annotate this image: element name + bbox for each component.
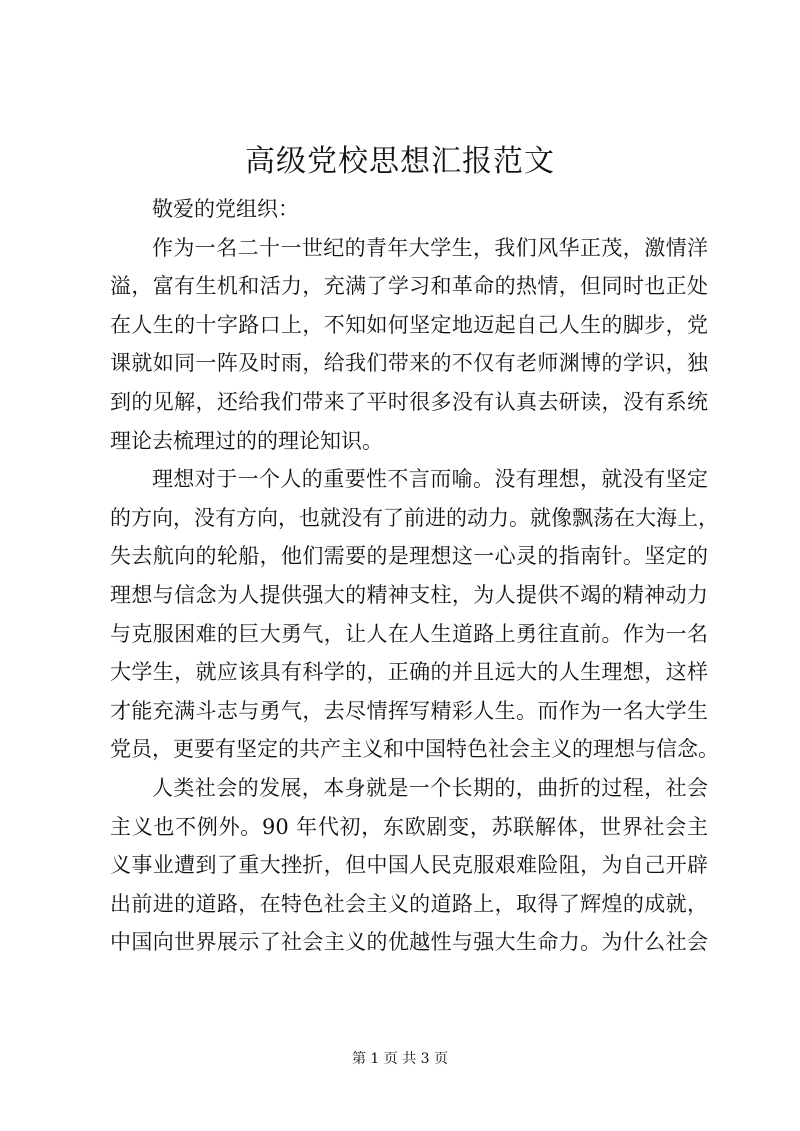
page-footer: 第 1 页 共 3 页 — [351, 1051, 449, 1067]
text-line: 义事业遭到了重大挫折，但中国人民克服艰难险阻，为自己开辟 — [110, 853, 708, 878]
document-title: 高级党校思想汇报范文 — [245, 144, 555, 179]
text-line: 出前进的道路，在特色社会主义的道路上，取得了辉煌的成就， — [110, 891, 708, 916]
text-line: 中国向世界展示了社会主义的优越性与强大生命力。为什么社会 — [110, 930, 708, 955]
paragraph-salutation — [110, 190, 708, 229]
text-line: 的方向，没有方向，也就没有了前进的动力。就像飘荡在大海上， — [110, 505, 719, 530]
text-line: 党员，更要有坚定的共产主义和中国特色社会主义的理想与信念。 — [110, 737, 719, 762]
paragraph — [110, 460, 719, 769]
text-line: 失去航向的轮船，他们需要的是理想这一心灵的指南针。坚定的 — [110, 544, 708, 569]
text-line: 到的见解，还给我们带来了平时很多没有认真去研读，没有系统 — [110, 389, 708, 414]
document-body — [110, 190, 719, 962]
text-line: 课就如同一阵及时雨，给我们带来的不仅有老师渊博的学识，独 — [110, 351, 708, 376]
text-line: 人类社会的发展，本身就是一个长期的，曲折的过程，社会 — [152, 775, 708, 800]
text-line: 与克服困难的巨大勇气，让人在人生道路上勇往直前。作为一名 — [110, 621, 708, 646]
text-line: 敬爱的党组织： — [152, 197, 299, 221]
paragraph — [110, 229, 708, 461]
text-line: 作为一名二十一世纪的青年大学生，我们风华正茂，激情洋 — [152, 235, 708, 260]
text-line: 在人生的十字路口上，不知如何坚定地迈起自己人生的脚步，党 — [110, 312, 708, 337]
text-line: 理想与信念为人提供强大的精神支柱，为人提供不竭的精神动力 — [110, 582, 708, 607]
text-line: 理论去梳理过的的理论知识。 — [110, 428, 383, 453]
paragraph — [110, 769, 708, 962]
text-line: 才能充满斗志与勇气，去尽情挥写精彩人生。而作为一名大学生 — [110, 698, 708, 723]
text-line: 主义也不例外。90 年代初，东欧剧变，苏联解体，世界社会主 — [110, 814, 708, 839]
text-line: 理想对于一个人的重要性不言而喻。没有理想，就没有坚定 — [152, 467, 708, 492]
text-line: 大学生，就应该具有科学的，正确的并且远大的人生理想，这样 — [110, 660, 708, 685]
text-line: 溢，富有生机和活力，充满了学习和革命的热情，但同时也正处 — [110, 274, 708, 299]
